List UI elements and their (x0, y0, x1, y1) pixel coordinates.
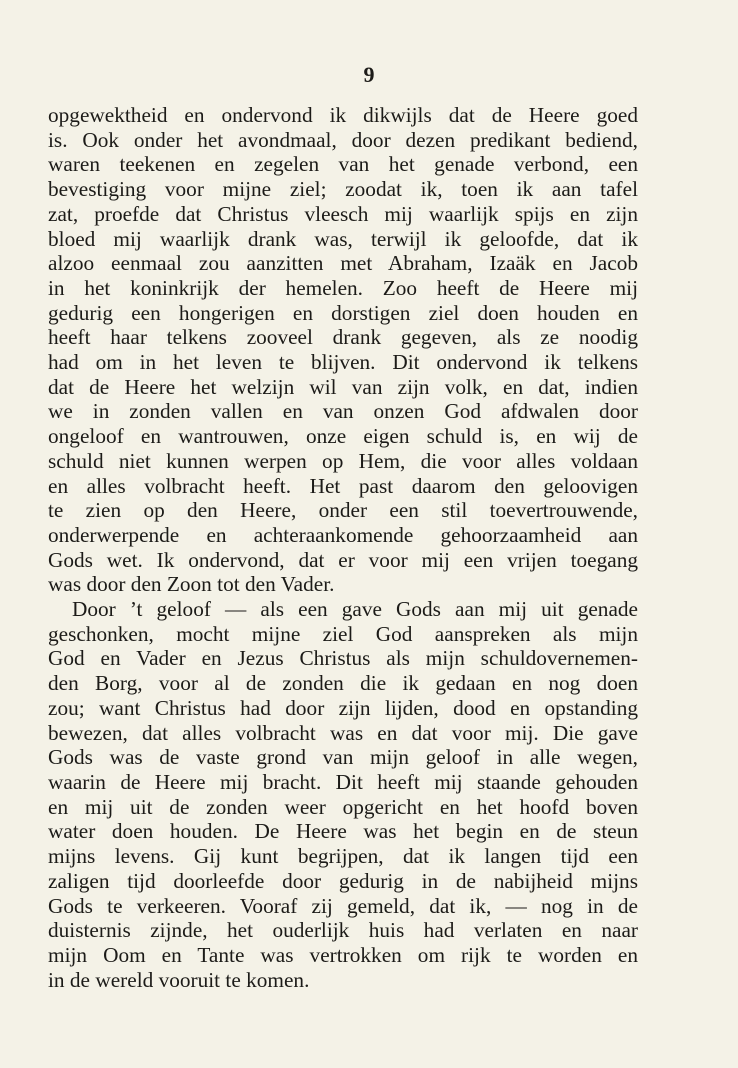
text-line: is. Ook onder het avondmaal, door dezen predikant bediend, (48, 127, 638, 152)
body-text (48, 103, 638, 992)
text-line: in het koninkrijk der hemelen. Zoo heeft de Heere mij (48, 275, 638, 300)
text-line: mijn Oom en Tante was vertrokken om rijk te worden en (48, 942, 638, 967)
text-line: zou; want Christus had door zijn lijden, dood en opstanding (48, 695, 638, 720)
text-line: gedurig een hongerigen en dorstigen ziel doen houden en (48, 300, 638, 325)
text-line: had om in het leven te blijven. Dit ondervond ik telkens (48, 350, 638, 375)
text-line: duisternis zijnde, het ouderlijk huis had verlaten en naar (48, 918, 638, 943)
text-line: Gods was de vaste grond van mijn geloof in alle wegen, (48, 745, 638, 770)
text-line: ongeloof en wantrouwen, onze eigen schuld is, en wij de (48, 424, 638, 449)
text-line: geschonken, mocht mijne ziel God aanspreken als mijn (48, 621, 638, 646)
text-line: Gods wet. Ik ondervond, dat er voor mij een vrijen toegang (48, 547, 638, 572)
text-line: bevestiging voor mijne ziel; zoodat ik, toen ik aan tafel (48, 177, 638, 202)
text-line: Gods te verkeeren. Vooraf zij gemeld, dat ik, — nog in de (48, 893, 638, 918)
text-line: dat de Heere het welzijn wil van zijn volk, en dat, indien (48, 374, 638, 399)
paragraph-1 (48, 103, 638, 597)
text-line: alzoo eenmaal zou aanzitten met Abraham, Izaäk en Jacob (48, 251, 638, 276)
text-line: te zien op den Heere, onder een stil toevertrouwende, (48, 498, 638, 523)
text-line: we in zonden vallen en van onzen God afdwalen door (48, 399, 638, 424)
text-line: was door den Zoon tot den Vader. (48, 572, 335, 597)
text-line: zaligen tijd doorleefde door gedurig in de nabijheid mijns (48, 868, 638, 893)
page-number: 9 (363, 62, 375, 87)
text-line: den Borg, voor al de zonden die ik gedaan en nog doen (48, 671, 638, 696)
paragraph-2 (48, 597, 638, 992)
text-line: zat, proefde dat Christus vleesch mij waarlijk spijs en zijn (48, 201, 638, 226)
text-line: bloed mij waarlijk drank was, terwijl ik geloofde, dat ik (48, 226, 638, 251)
text-line: opgewektheid en ondervond ik dikwijls dat de Heere goed (48, 103, 638, 127)
text-line: God en Vader en Jezus Christus als mijn schuldovernemen- (48, 646, 638, 671)
text-line: heeft haar telkens zooveel drank gegeven, als ze noodig (48, 325, 638, 350)
text-line: bewezen, dat alles volbracht was en dat voor mij. Die gave (48, 720, 638, 745)
text-line: en mij uit de zonden weer opgericht en het hoofd boven (48, 794, 638, 819)
text-line: waarin de Heere mij bracht. Dit heeft mij staande gehouden (48, 769, 638, 794)
text-line: mijns levens. Gij kunt begrijpen, dat ik langen tijd een (48, 844, 638, 869)
text-line: onderwerpende en achteraankomende gehoorzaamheid aan (48, 522, 638, 547)
text-line: en alles volbracht heeft. Het past daarom den geloovigen (48, 473, 638, 498)
text-line: in de wereld vooruit te komen. (48, 967, 310, 992)
text-line: water doen houden. De Heere was het begin en de steun (48, 819, 638, 844)
text-line: waren teekenen en zegelen van het genade verbond, een (48, 152, 638, 177)
text-line: schuld niet kunnen werpen op Hem, die voor alles voldaan (48, 448, 638, 473)
text-line: Door ’t geloof — als een gave Gods aan mij uit genade (72, 597, 638, 622)
